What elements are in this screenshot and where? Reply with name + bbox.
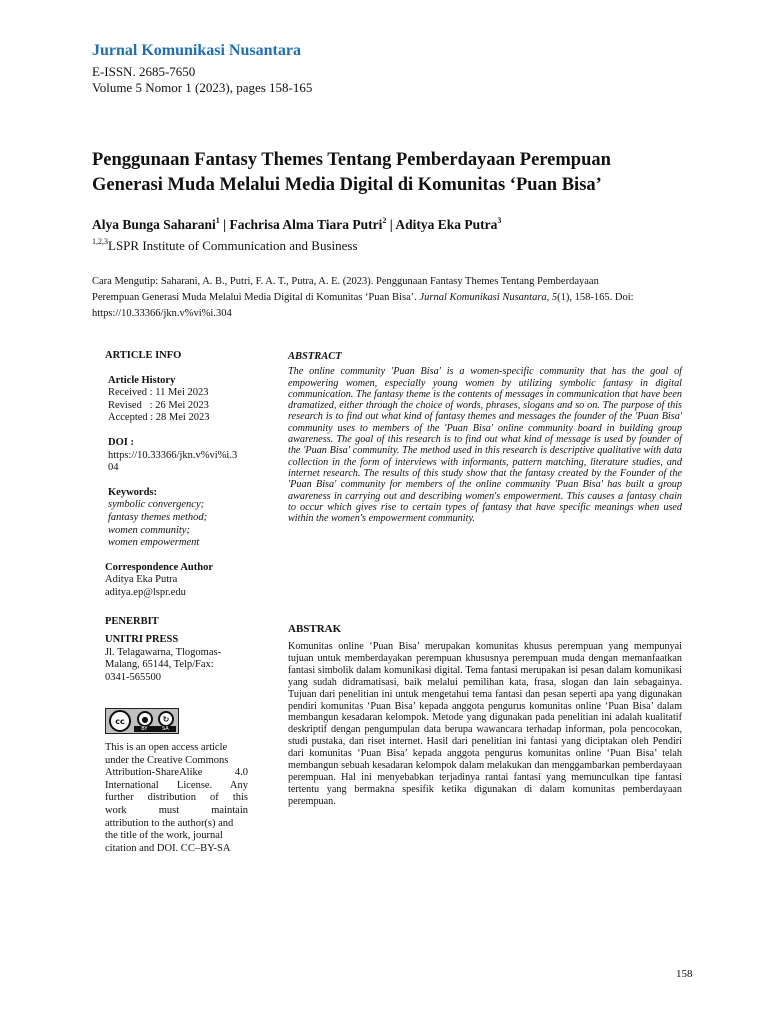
author-3-affiliation-mark: 3: [497, 216, 502, 225]
license-line: work must maintain: [105, 804, 248, 816]
author-affiliation: [92, 238, 358, 254]
abstrak-heading: ABSTRAK: [288, 623, 342, 635]
citation-block: [92, 274, 692, 322]
author-2-affiliation-mark: 2: [382, 216, 387, 225]
affiliation-name: LSPR Institute of Communication and Business: [108, 238, 358, 253]
license-badge-band: [134, 726, 176, 732]
correspondence-email[interactable]: aditya.ep@lspr.edu: [105, 586, 186, 598]
abstract-heading: ABSTRACT: [288, 351, 342, 362]
doi-link-line-1[interactable]: https://10.33366/jkn.v%vi%i.3: [108, 449, 238, 461]
abstract-body: The online community 'Puan Bisa' is a women-specific community that has the goal of empowering women, especially young women by utilizing symbolic fantasy in digital communication. The fantasy theme is the contents of messages in communication that have been dramatized, either through the choice of words, phrases, slogans and so on. The purpose of this research is to find out what kind of fantasy themes and messages the founder of the 'Puan Bisa' community uses to members of the 'Puan Bisa' online community board in building group awareness. The goal of this research is to find out what kind of message is used by founder of the 'Puan Bisa' community. The method used in this research is descriptive qualitative with data collection in the form of interviews with informants, pattern matching, literature studies, and internet research. The results of this study show that the fantasy created by the Founder of the 'Puan Bisa' community for members of the online community 'Puan Bisa' has built a group awareness in carrying out and describing women's empowerment. This causes a fantasy chain to occur which gives rise to certain types of fantasy that have specific meanings when used within the women's empowerment community.: [288, 366, 682, 525]
license-text: [105, 742, 248, 855]
journal-volume: Volume 5 Nomor 1 (2023), pages 158-165: [92, 80, 313, 95]
keywords-label: Keywords:: [108, 486, 157, 498]
paper-title: [92, 148, 692, 198]
keywords-block: [105, 487, 255, 550]
author-1-affiliation-mark: 1: [215, 216, 220, 225]
paper-title-line-1: Penggunaan Fantasy Themes Tentang Pemberdayaan Perempuan: [92, 150, 611, 170]
license-line: Attribution-ShareAlike 4.0: [105, 767, 248, 779]
correspondence-label: Correspondence Author: [105, 561, 214, 573]
keyword-item: symbolic convergency;: [108, 499, 205, 511]
badge-sa-label: SA: [162, 726, 169, 732]
abstract-section: [288, 351, 682, 524]
article-info-heading: ARTICLE INFO: [105, 350, 182, 361]
badge-by-label: BY: [141, 726, 148, 732]
citation-volume: 5: [551, 292, 558, 303]
article-history-label: Article History: [108, 374, 176, 386]
correspondence-name: Aditya Eka Putra: [105, 574, 178, 586]
page-number: 158: [676, 968, 693, 980]
author-2: Fachrisa Alma Tiara Putri: [229, 217, 383, 232]
author-separator: |: [219, 217, 230, 232]
article-info-column: [105, 350, 255, 696]
keyword-item: women empowerment: [108, 537, 200, 549]
citation-journal: Jurnal Komunikasi Nusantara: [419, 292, 547, 303]
journal-issn: E-ISSN. 2685-7650: [92, 64, 196, 79]
cc-by-sa-license-icon[interactable]: [105, 708, 179, 734]
journal-name[interactable]: Jurnal Komunikasi Nusantara: [92, 42, 301, 59]
citation-pages: (1), 158-165. Doi:: [557, 292, 634, 303]
publisher-address-line: Malang, 65144, Telp/Fax:: [105, 659, 214, 671]
citation-title-part: Perempuan Generasi Muda Melalui Media Digital di Komunitas ‘Puan Bisa’.: [92, 292, 420, 303]
author-separator: |: [386, 217, 396, 232]
author-list: [92, 217, 501, 233]
author-1: Alya Bunga Saharani: [92, 217, 216, 232]
license-line: This is an open access article: [105, 742, 228, 753]
citation-doi-link[interactable]: https://10.33366/jkn.v%vi%i.304: [92, 308, 232, 319]
license-line: attribution to the author(s) and: [105, 817, 234, 829]
publisher-heading: PENERBIT: [105, 615, 159, 627]
citation-line-2: [92, 290, 692, 306]
accepted-date: Accepted : 28 Mei 2023: [108, 412, 210, 424]
license-line: the title of the work, journal: [105, 830, 223, 842]
cc-icon: cc: [109, 710, 131, 732]
publisher-address-line: Jl. Telagawarna, Tlogomas-: [105, 646, 222, 658]
doi-label: DOI :: [108, 436, 134, 448]
affiliation-mark: 1,2,3: [92, 237, 108, 246]
license-line: further distribution of this: [105, 792, 248, 804]
publisher-name: UNITRI PRESS: [105, 634, 179, 646]
revised-date: Revised : 26 Mei 2023: [108, 399, 209, 411]
publisher-address-line: 0341-565500: [105, 671, 161, 683]
keyword-item: women community;: [108, 524, 190, 536]
abstrak-body: Komunitas online ‘Puan Bisa’ merupakan komunitas khusus perempuan yang mempunyai tujuan untuk memberdayakan perempuan khususnya perempuan muda dengan memanfaatkan fantasi simbolik dalam komunikasi digital. Tema fantasi merupakan isi pesan dalam komunikasi yang sudah didramatisasi, baik melalui pemilihan kata, frasa, slogan dan lain sebagainya. Tujuan dari penelitian ini untuk mengetahui tema fantasi dan pesan seperti apa yang digunakan pendiri komunitas ‘Puan Bisa’ kepada anggota pengurus komunitas online ‘Puan Bisa’ dalam membangun kesadaran kelompok. Metode yang digunakan pada penelitian ini adalah kualitatif deskriptif dengan pengumpulan data berupa wawancara terhadap informan, pola pencocokan, studi pustaka, dan riset internet. Hasil dari penelitian ini fantasi yang diciptakan oleh Pendiri dari komunitas ‘Puan Bisa’ kepada anggota pengurus komunitas online ‘Puan Bisa’ telah membangun sebuah kesadaran kelompok dalam melakukan dan menggambarkan pemberdayaan perempuan. Hal ini menyebabkan terjadinya rantai fantasi yang memunculkan tipe fantasi tertentu yang bermakna spesifik ketika digunakan di dalam komunitas pemberdayaan perempuan.: [288, 641, 682, 807]
citation-comma: ,: [546, 292, 552, 303]
publisher-block: [105, 634, 255, 684]
keyword-item: fantasy themes method;: [108, 511, 208, 523]
attribution-icon: ●: [137, 711, 153, 727]
citation-line-1: Cara Mengutip: Saharani, A. B., Putri, F. A. T., Putra, A. E. (2023). Penggunaan Fantasy Themes Tentang Pemberdayaan: [92, 276, 599, 287]
received-date: Received : 11 Mei 2023: [108, 387, 209, 399]
article-history: [105, 375, 255, 425]
license-line: under the Creative Commons: [105, 754, 229, 766]
share-alike-icon: ↻: [158, 711, 174, 727]
license-line: citation and DOI. CC–BY-SA: [105, 842, 231, 854]
doi-link-line-2[interactable]: 04: [108, 462, 119, 474]
license-line: International License. Any: [105, 779, 248, 791]
author-3: Aditya Eka Putra: [395, 217, 498, 232]
doi-block: [105, 437, 255, 475]
paper-title-line-2: Generasi Muda Melalui Media Digital di Komunitas ‘Puan Bisa’: [92, 175, 602, 195]
correspondence-block: [105, 562, 255, 600]
